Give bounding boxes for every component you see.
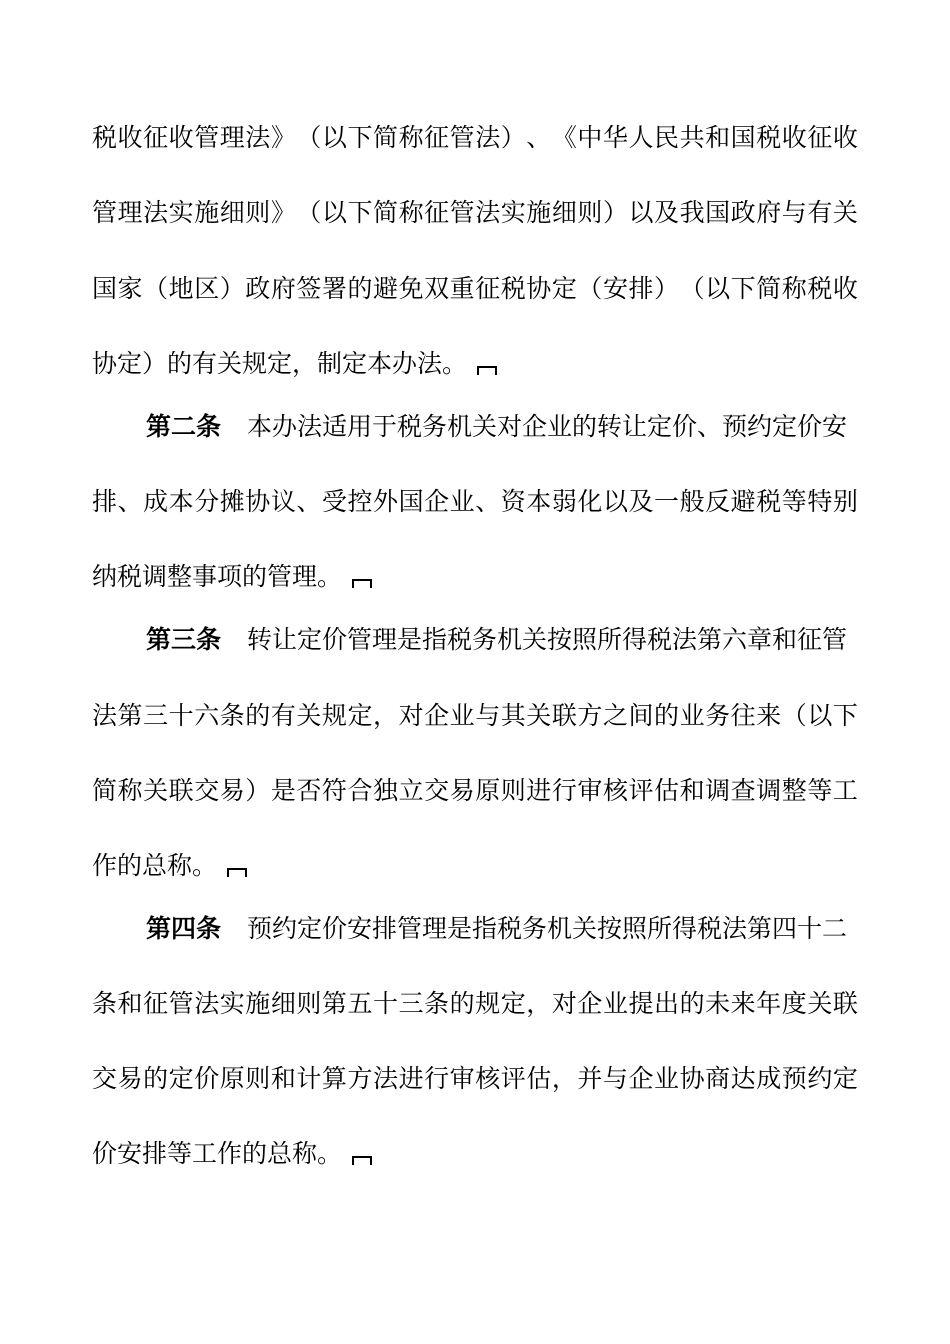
article-2-first-line: [146, 409, 858, 445]
article-4-line-4: [92, 1136, 374, 1172]
article-3-line-4: [92, 848, 249, 884]
article-3-first-text: 转让定价管理是指税务机关按照所得税法第六章和征管: [247, 625, 848, 654]
article-4-first-line: [146, 911, 858, 947]
article-4-label: 第四条: [146, 914, 222, 943]
paragraph-mark-icon: [477, 362, 499, 376]
article-3-first-line: [146, 622, 858, 658]
article-2-last-text: 纳税调整事项的管理。: [92, 562, 343, 591]
paragraph-1-line-1: 税 收 征 收 管 理 法 》 （ 以 下 简 称 征 管 法 ） 、 《 中 华 人 民 共 和 国 税 收 征 收: [92, 123, 858, 152]
article-3-line-2: 法 第 三 十 六 条 的 有 关 规 定 ， 对 企 业 与 其 关 联 方 之 间 的 业 务 往 来 （ 以 下: [92, 701, 858, 730]
article-2-label: 第二条: [146, 412, 222, 441]
paragraph-mark-icon: [227, 864, 249, 878]
article-3-label: 第三条: [146, 625, 222, 654]
article-4-line-2: 条 和 征 管 法 实 施 细 则 第 五 十 三 条 的 规 定 ， 对 企 业 提 出 的 未 来 年 度 关 联: [92, 989, 858, 1018]
article-4-line-3: 交 易 的 定 价 原 则 和 计 算 方 法 进 行 审 核 评 估 ， 并 与 企 业 协 商 达 成 预 约 定: [92, 1064, 858, 1093]
paragraph-1-line-3: 国 家 （ 地 区 ） 政 府 签 署 的 避 免 双 重 征 税 协 定 （ 安 排 ） （ 以 下 简 称 税 收: [92, 274, 858, 303]
article-4-last-text: 价安排等工作的总称。: [92, 1139, 343, 1168]
article-3-line-3: 简 称 关 联 交 易 ） 是 否 符 合 独 立 交 易 原 则 进 行 审 核 评 估 和 调 查 调 整 等 工: [92, 776, 858, 805]
article-2-first-text: 本办法适用于税务机关对企业的转让定价、预约定价安: [247, 412, 848, 441]
paragraph-1-line-4: [92, 346, 499, 382]
paragraph-mark-icon: [352, 575, 374, 589]
article-2-line-3: [92, 559, 374, 595]
paragraph-1-line-2: 管 理 法 实 施 细 则 》 （ 以 下 简 称 征 管 法 实 施 细 则 ） 以 及 我 国 政 府 与 有 关: [92, 198, 858, 227]
paragraph-mark-icon: [352, 1152, 374, 1166]
paragraph-1-last-text: 协定）的有关规定，制定本办法。: [92, 349, 468, 378]
article-4-first-text: 预约定价安排管理是指税务机关按照所得税法第四十二: [247, 914, 848, 943]
article-2-line-2: 排 、 成 本 分 摊 协 议 、 受 控 外 国 企 业 、 资 本 弱 化 以 及 一 般 反 避 税 等 特 别: [92, 487, 858, 516]
article-3-last-text: 作的总称。: [92, 851, 218, 880]
